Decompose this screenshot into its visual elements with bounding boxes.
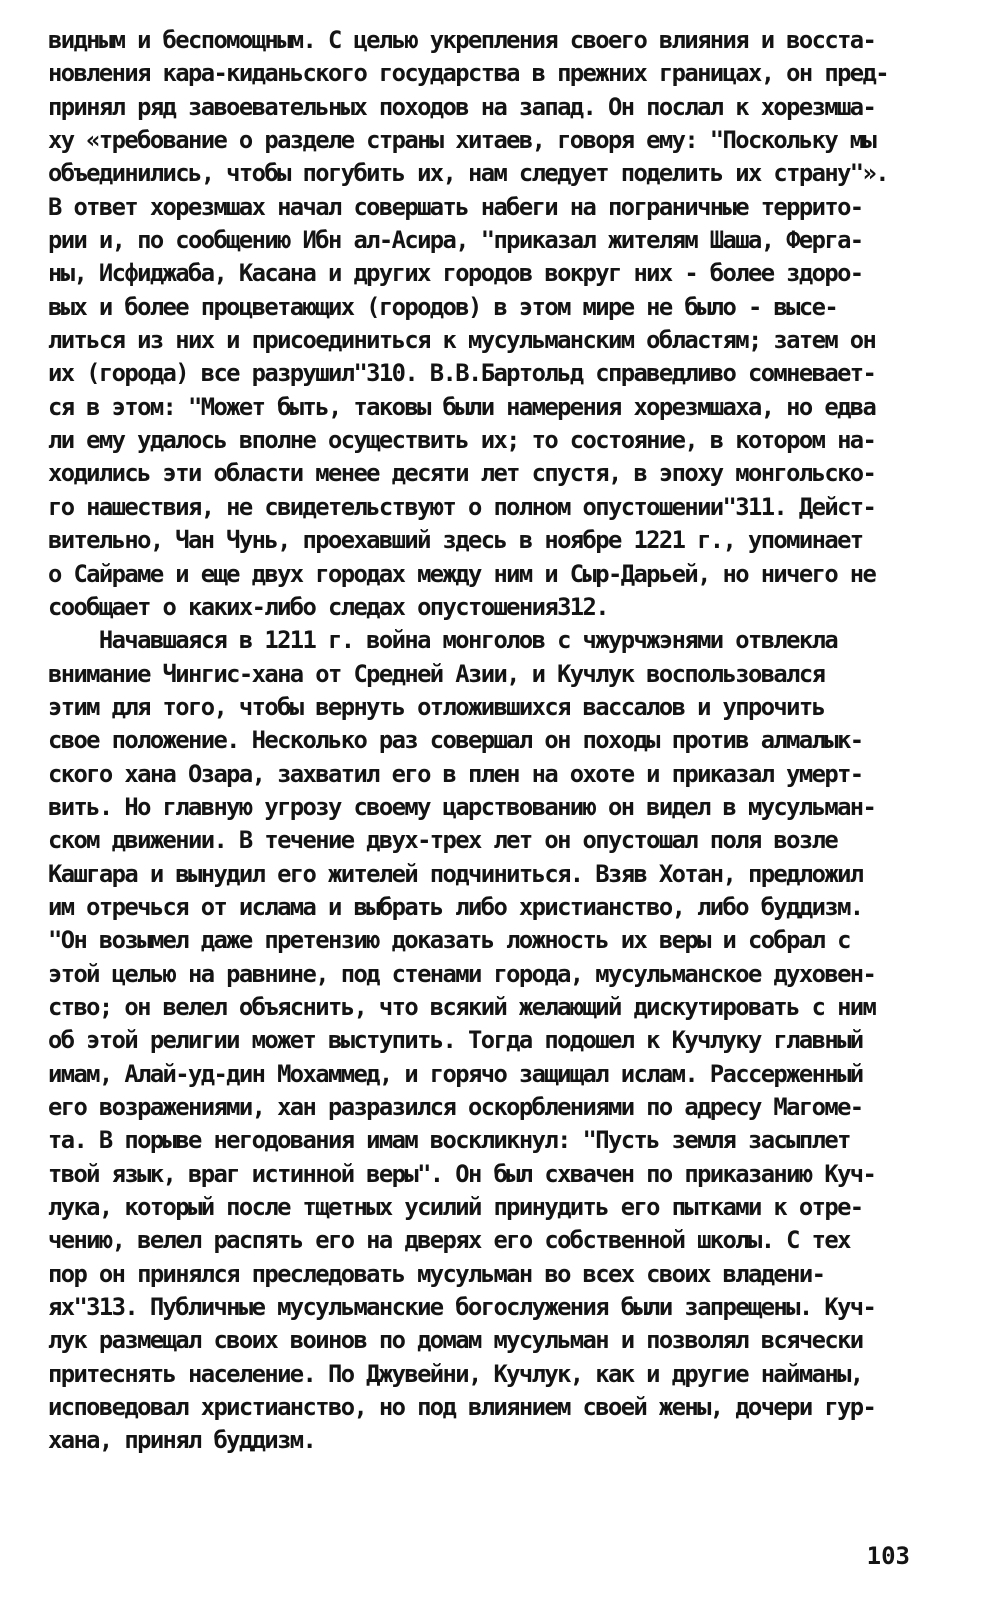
page-number: 103 <box>866 1542 910 1570</box>
text-line: этим для того, чтобы вернуть отложившихся вассалов и упрочить <box>48 692 825 721</box>
text-line: им отречься от ислама и выбрать либо христианство, либо буддизм. <box>48 892 863 921</box>
text-line: ство; он велел объяснить, что всякий желающий дискутировать с ним <box>48 992 876 1021</box>
text-line: вить. Но главную угрозу своему царствованию он видел в мусульман- <box>48 792 876 821</box>
text-line: исповедовал христианство, но под влиянием своей жены, дочери гур- <box>48 1393 876 1422</box>
text-line: лука, который после тщетных усилий принудить его пытками к отре- <box>48 1193 863 1222</box>
text-line: принял ряд завоевательных походов на запад. Он послал к хорезмша- <box>48 92 876 121</box>
text-line: вительно, Чан Чунь, проехавший здесь в ноябре 1221 г., упоминает <box>48 526 863 555</box>
text-line: объединились, чтобы погубить их, нам следует поделить их страну"». <box>48 159 888 188</box>
text-line: лук размещал своих воинов по домам мусульман и позволял всячески <box>48 1326 863 1355</box>
text-line: имам, Алай-уд-дин Мохаммед, и горячо защищал ислам. Рассерженный <box>48 1059 863 1088</box>
text-line: ны, Исфиджаба, Касана и других городов вокруг них - более здоро- <box>48 259 863 288</box>
text-line: сообщает о каких-либо следах опустошения312. <box>48 592 608 621</box>
text-line: хана, принял буддизм. <box>48 1426 316 1455</box>
text-line: ского хана Озара, захватил его в плен на охоте и приказал умерт- <box>48 759 863 788</box>
text-line: литься из них и присоединиться к мусульманским областям; затем он <box>48 326 876 355</box>
text-line: "Он возымел даже претензию доказать ложность их веры и собрал с <box>48 926 850 955</box>
text-line: твой язык, враг истинной веры". Он был схвачен по приказанию Куч- <box>48 1159 876 1188</box>
text-line: ху «требование о разделе страны хитаев, говоря ему: "Поскольку мы <box>48 126 876 155</box>
text-line: притеснять население. По Джувейни, Кучлук, как и другие найманы, <box>48 1359 863 1388</box>
text-line: новления кара-киданьского государства в прежних границах, он пред- <box>48 59 888 88</box>
text-line: В ответ хорезмшах начал совершать набеги на пограничные террито- <box>48 192 863 221</box>
text-line: ходились эти области менее десяти лет спустя, в эпоху монгольско- <box>48 459 876 488</box>
text-line: ся в этом: "Может быть, таковы были намерения хорезмшаха, но едва <box>48 392 876 421</box>
text-line: Начавшаяся в 1211 г. война монголов с чжурчжэнями отвлекла <box>48 626 838 655</box>
text-line: го нашествия, не свидетельствуют о полном опустошении"311. Дейст- <box>48 492 876 521</box>
text-line: этой целью на равнине, под стенами города, мусульманское духовен- <box>48 959 876 988</box>
text-line: внимание Чингис-хана от Средней Азии, и Кучлук воспользовался <box>48 659 825 688</box>
text-line: о Сайраме и еще двух городах между ним и Сыр-Дарьей, но ничего не <box>48 559 876 588</box>
text-line: ском движении. В течение двух-трех лет он опустошал поля возле <box>48 826 838 855</box>
text-line: его возражениями, хан разразился оскорблениями по адресу Магоме- <box>48 1093 863 1121</box>
text-line: их (города) все разрушил"310. В.В.Бартольд справедливо сомневает- <box>48 359 876 388</box>
text-line: та. В порыве негодования имам воскликнул: "Пусть земля засыплет <box>48 1126 850 1155</box>
text-line: свое положение. Несколько раз совершал он походы против алмалык- <box>48 726 863 755</box>
text-line: ях"313. Публичные мусульманские богослужения были запрещены. Куч- <box>48 1293 876 1322</box>
text-line: Кашгара и вынудил его жителей подчиниться. Взяв Хотан, предложил <box>48 859 863 888</box>
text-line: ли ему удалось вполне осуществить их; то состояние, в котором на- <box>48 426 876 455</box>
text-line: вых и более процветающих (городов) в этом мире не было - высе- <box>48 292 838 321</box>
text-line: рии и, по сообщению Ибн ал-Асира, "приказал жителям Шаша, Ферга- <box>48 226 863 255</box>
text-line: об этой религии может выступить. Тогда подошел к Кучлуку главный <box>48 1026 863 1055</box>
text-line: пор он принялся преследовать мусульман во всех своих владени- <box>48 1259 825 1288</box>
text-line: видным и беспомощным. С целью укрепления своего влияния и восста- <box>48 26 876 54</box>
text-line: чению, велел распять его на дверях его собственной школы. С тех <box>48 1226 850 1255</box>
body-text <box>48 24 968 1458</box>
